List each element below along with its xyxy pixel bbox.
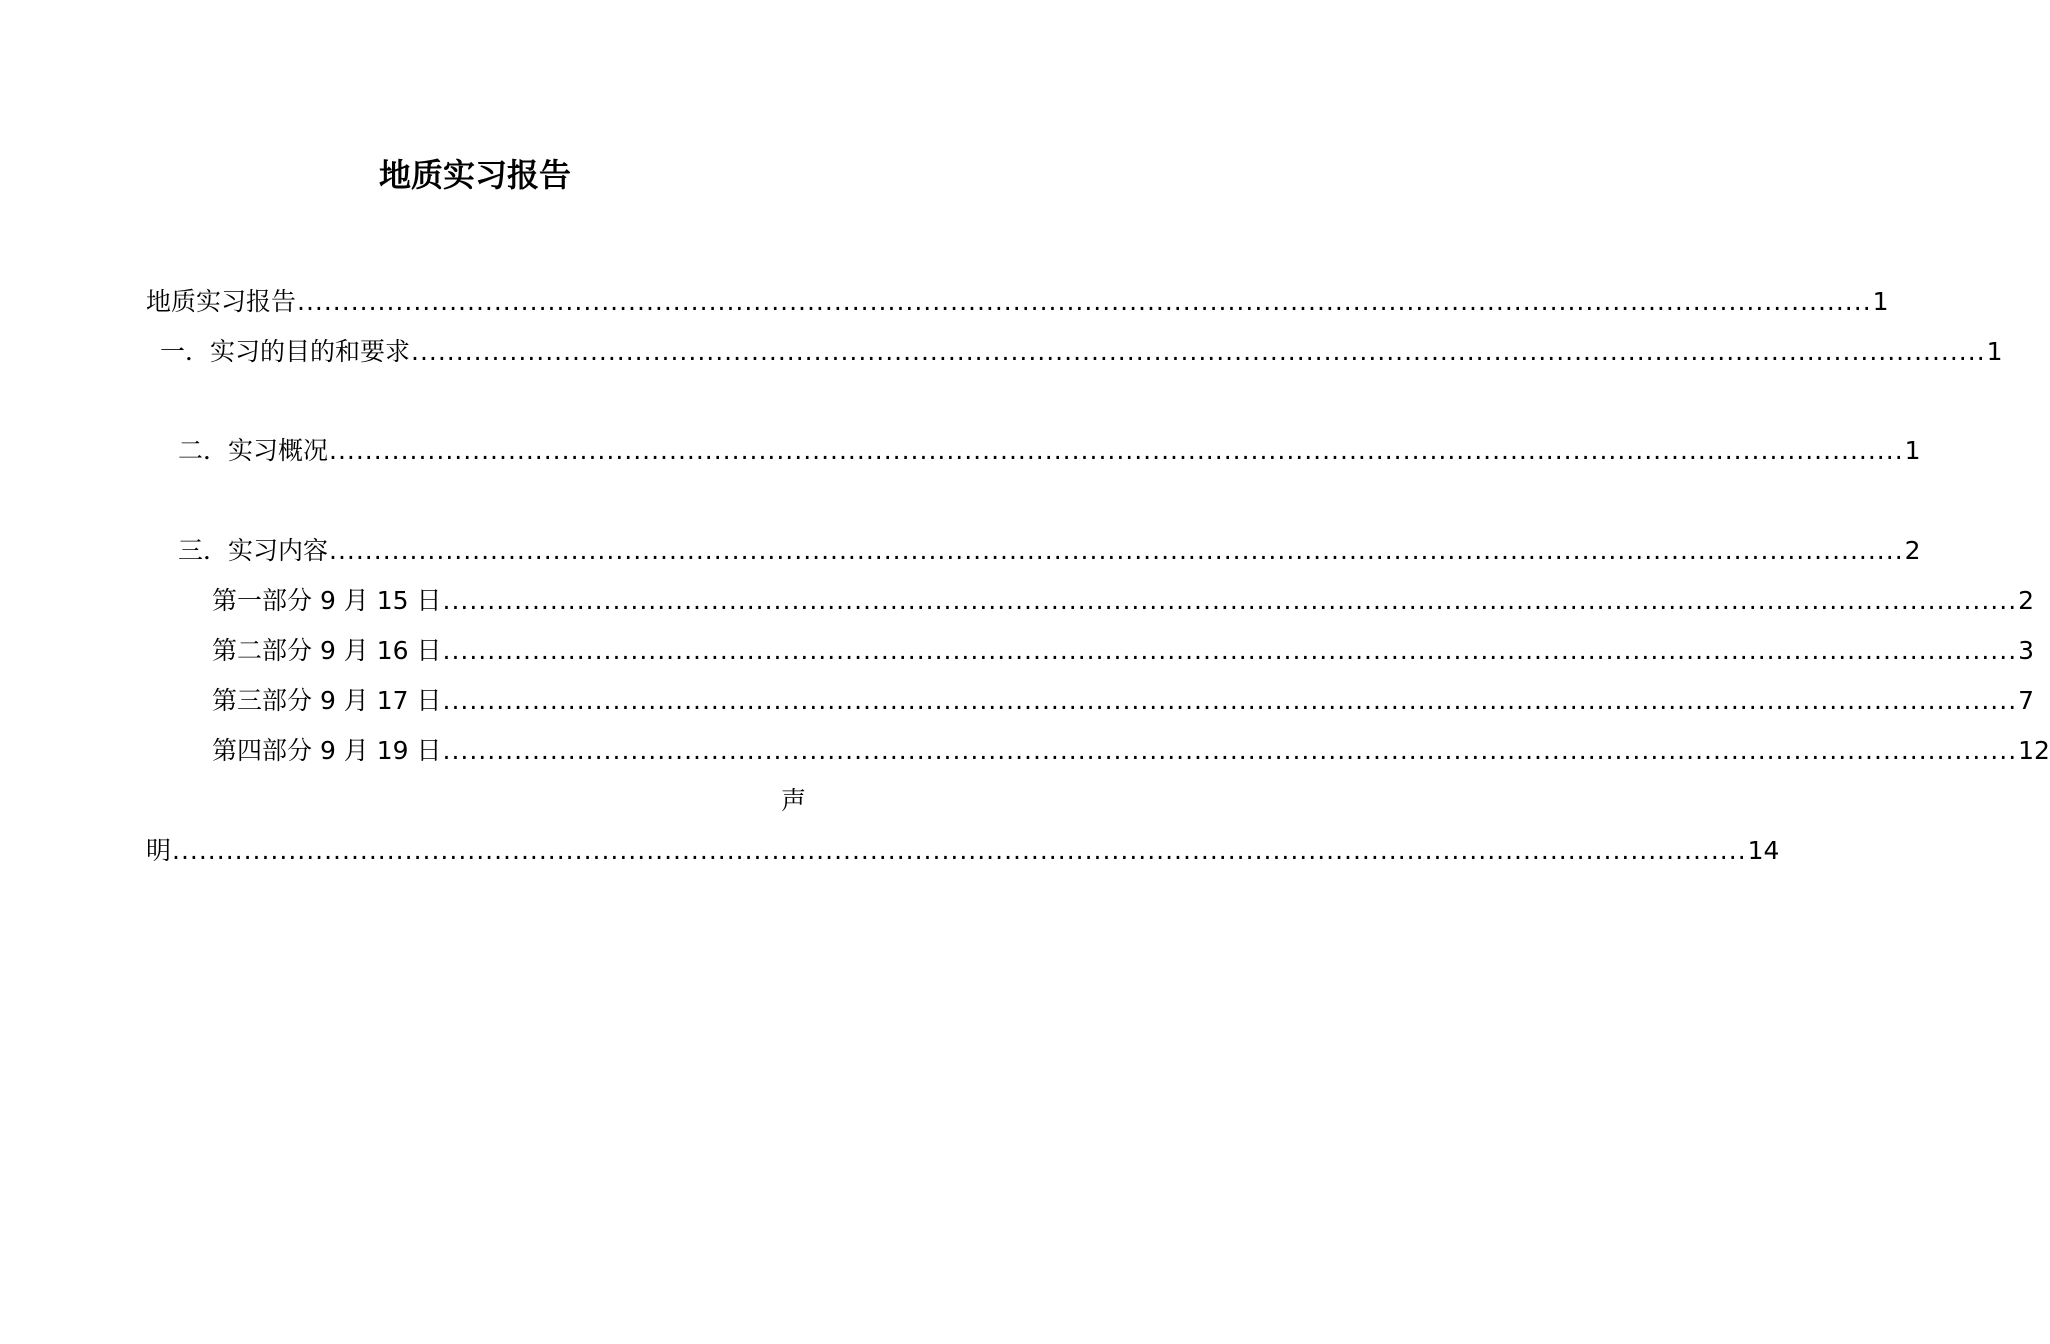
toc-entry-label: 二．实习概况: [178, 436, 329, 465]
toc-leader-dots: ................................................................................................................................................................................: [297, 287, 1872, 316]
toc-entry-report[interactable]: [146, 285, 1889, 319]
toc-entry-part-3[interactable]: [212, 684, 2035, 718]
toc-leader-dots: ................................................................................................................................................................................: [442, 636, 2018, 665]
toc-entry-label: 一．实习的目的和要求: [160, 337, 411, 366]
toc-entry-statement[interactable]: [146, 834, 1780, 868]
toc-entry-label: 第三部分 9 月 17 日: [212, 686, 442, 715]
toc-entry-label: 第四部分 9 月 19 日: [212, 736, 442, 765]
toc-leader-dots: ................................................................................................................................................................................: [442, 586, 2018, 615]
toc-leader-dots: ................................................................................................................................................................................: [442, 686, 2018, 715]
toc-entry-part-1[interactable]: [212, 584, 2035, 618]
toc-page-number: 2: [2018, 586, 2035, 615]
toc-leader-dots: ................................................................................................................................................................................: [442, 736, 2018, 765]
toc-page-number: 14: [1747, 836, 1780, 865]
toc-entry-label: 第一部分 9 月 15 日: [212, 586, 442, 615]
toc-entry-label: 声: [780, 786, 806, 815]
toc-page-number: 12: [2018, 736, 2050, 765]
toc-entry-content[interactable]: [178, 534, 1921, 568]
toc-entry-part-2[interactable]: [212, 634, 2035, 668]
toc-leader-dots: ................................................................................................................................................................................: [172, 836, 1747, 865]
toc-entry-label: 明: [146, 836, 172, 865]
toc-page-number: 1: [1986, 337, 2003, 366]
document-title: 地质实习报告: [378, 156, 571, 194]
toc-page-number: 7: [2018, 686, 2035, 715]
toc-leader-dots: ................................................................................................................................................................................: [329, 536, 1904, 565]
toc-page-number: 3: [2018, 636, 2035, 665]
toc-entry-label: 三．实习内容: [178, 536, 329, 565]
toc-page-number: 2: [1904, 536, 1921, 565]
toc-page-number: 1: [1872, 287, 1889, 316]
toc-entry-purpose[interactable]: [160, 335, 2003, 369]
toc-leader-dots: ................................................................................................................................................................................: [411, 337, 1986, 366]
toc-entry-label: 第二部分 9 月 16 日: [212, 636, 442, 665]
toc-entry-overview[interactable]: [178, 434, 1921, 468]
toc-entry-statement-head[interactable]: [700, 784, 806, 818]
toc-entry-part-4[interactable]: [212, 734, 2050, 768]
toc-entry-label: 地质实习报告: [146, 287, 297, 316]
toc-leader-dots: ................................................................................................................................................................................: [329, 436, 1904, 465]
toc-page-number: 1: [1904, 436, 1921, 465]
